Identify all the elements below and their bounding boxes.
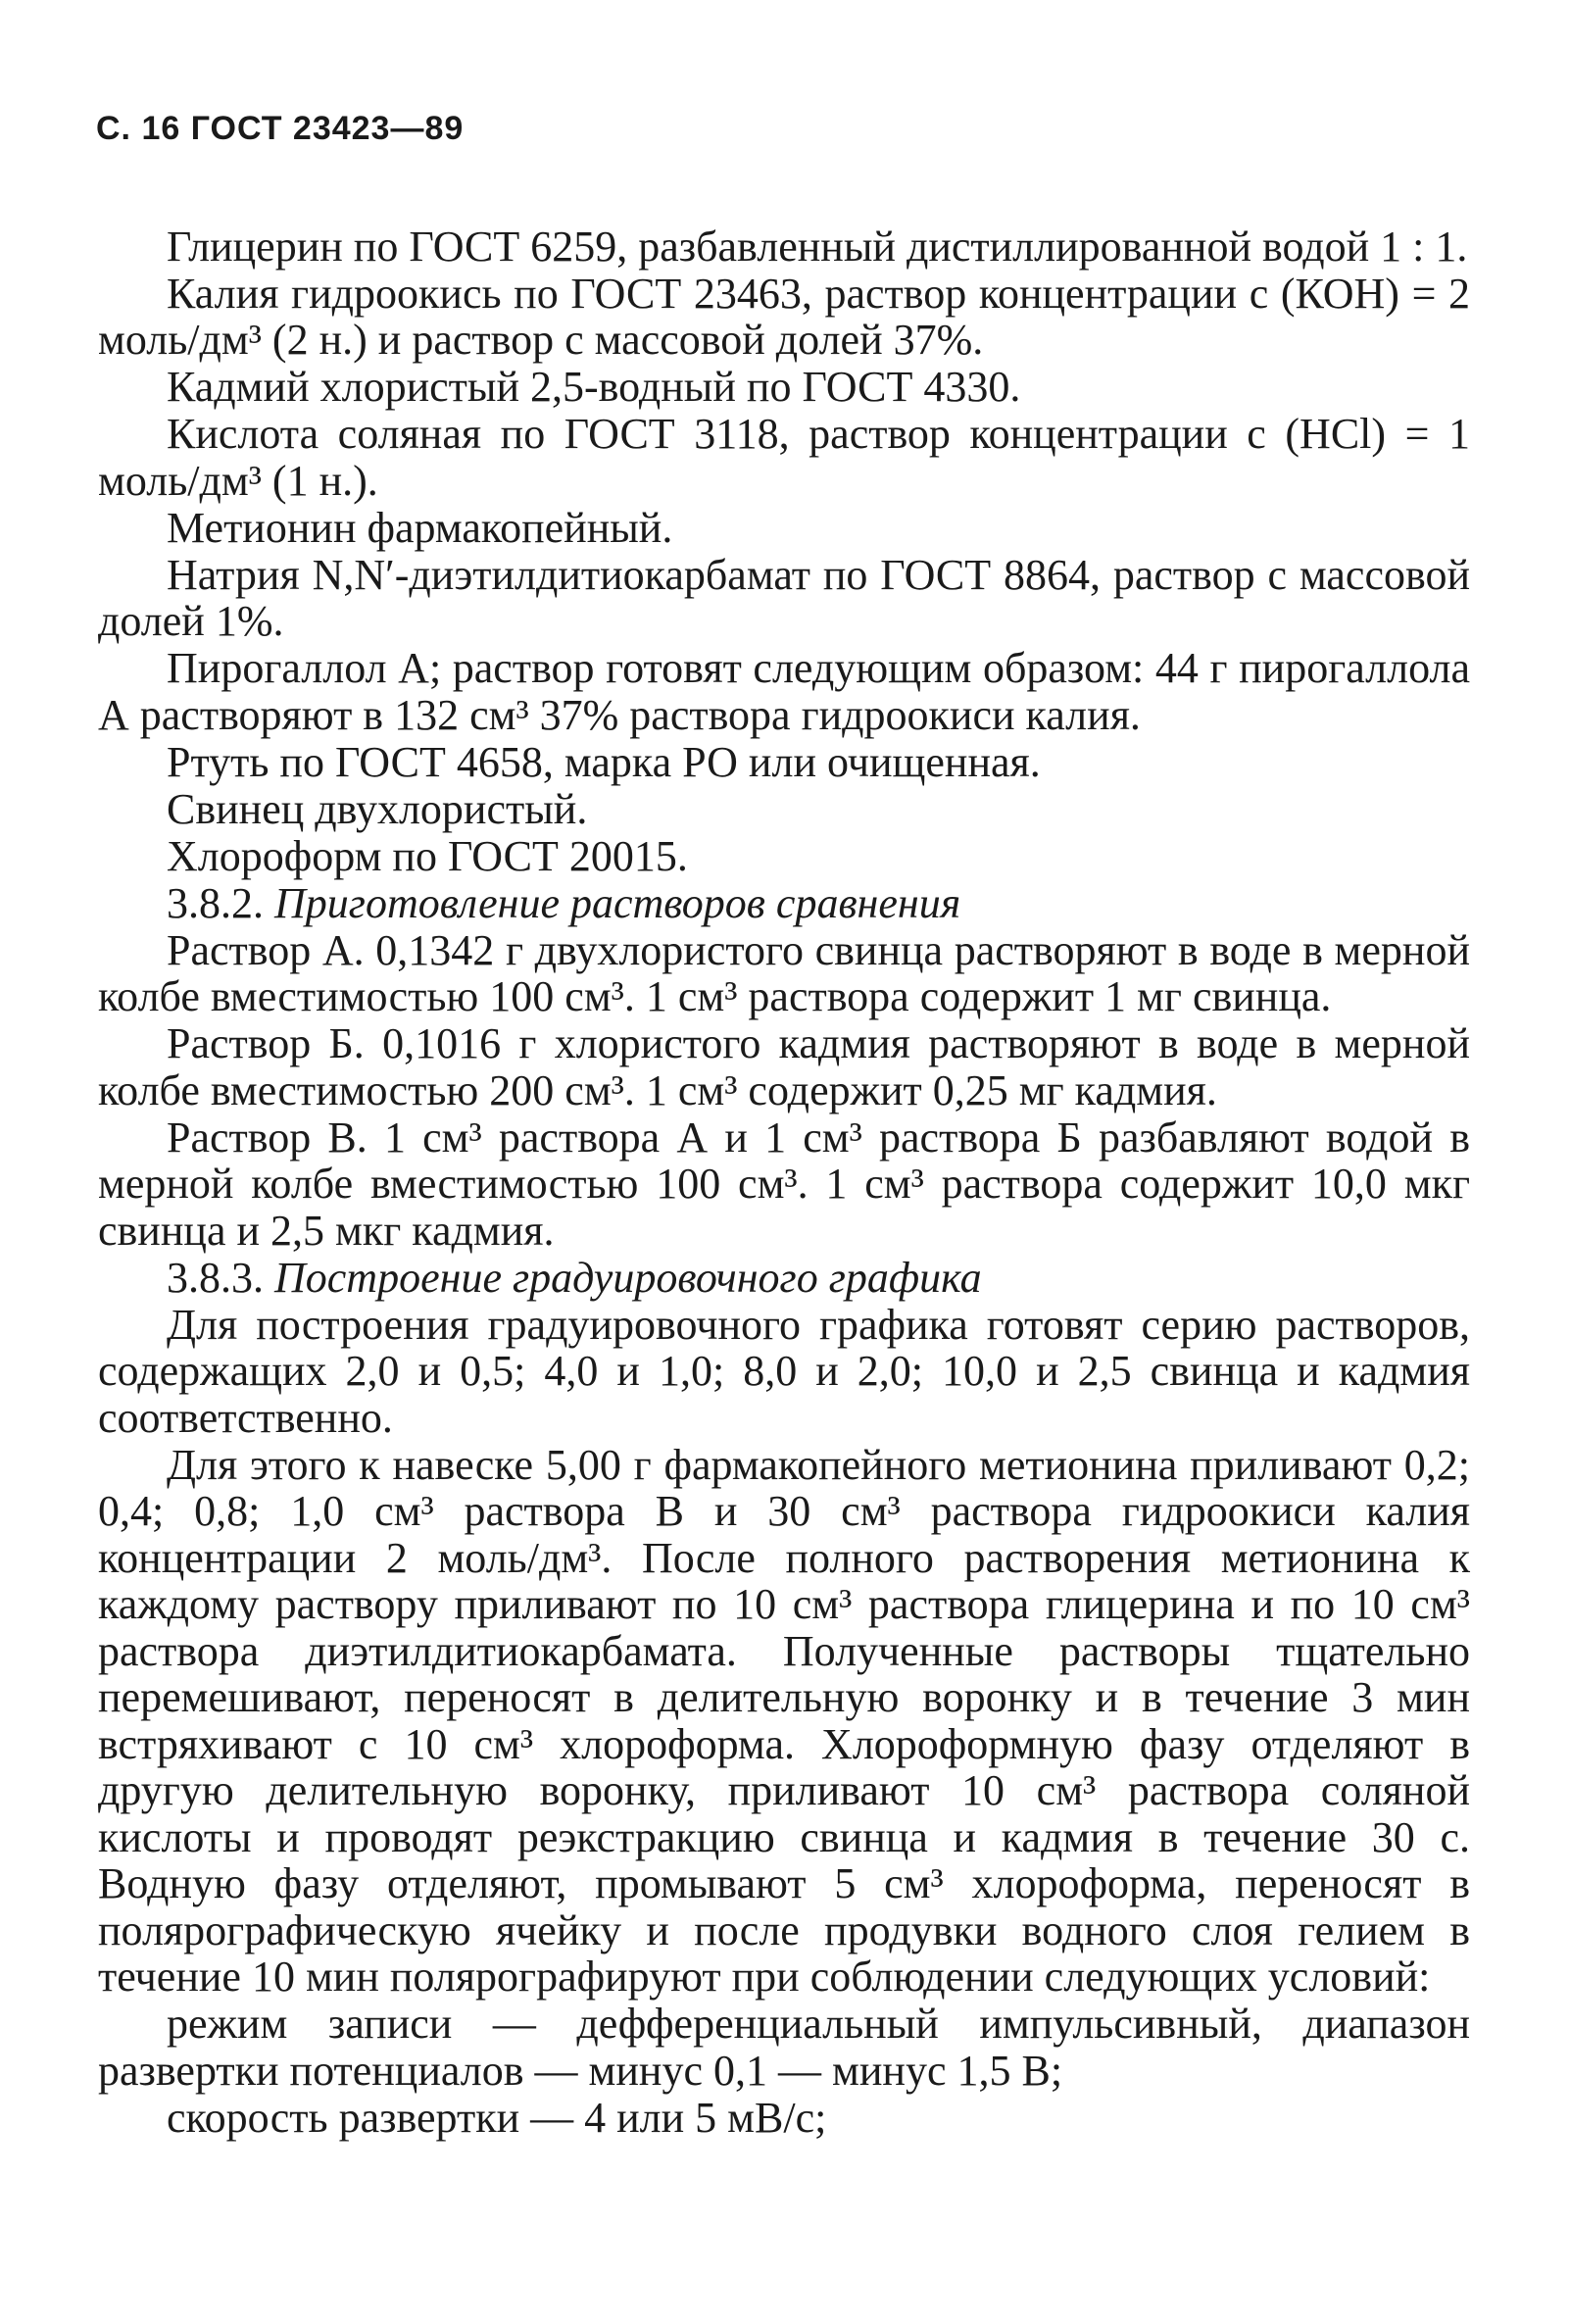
paragraph-solution-a: Раствор А. 0,1342 г двухлористого свинца растворяют в воде в мерной колбе вместимостью 100 см³. 1 см³ раствора содержит 1 мг свинца. — [98, 925, 1470, 1020]
paragraph-potassium-hydroxide: Калия гидроокись по ГОСТ 23463, раствор концентрации с (КОН) = 2 моль/дм³ (2 н.) и раствор с массовой долей 37%. — [98, 269, 1470, 364]
paragraph-procedure: Для этого к навеске 5,00 г фармакопейного метионина приливают 0,2; 0,4; 0,8; 1,0 см³ раствора В и 30 см³ раствора гидроокиси калия концентрации 2 моль/дм³. После полного растворения метионина к каждому раствору приливают по 10 см³ раствора глицерина и по 10 см³ раствора диэтилдитиокарбамата. Полученные растворы тщательно перемешивают, переносят в делительную воронку и в течение 3 мин встряхивают с 10 см³ хлороформа. Хлороформную фазу отделяют в другую делительную воронку, приливают 10 см³ раствора соляной кислоты и проводят реэкстракцию свинца и кадмия в течение 30 с. Водную фазу отделяют, промывают 5 см³ хлороформа, переносят в полярографическую ячейку и после продувки водного слоя гелием в течение 10 мин полярографируют при соблюдении следующих условий: — [98, 1440, 1470, 2001]
paragraph-mercury: Ртуть по ГОСТ 4658, марка РО или очищенная. — [167, 737, 1041, 786]
paragraph-cadmium-chloride: Кадмий хлористый 2,5-водный по ГОСТ 4330. — [167, 363, 1021, 411]
paragraph-scan-speed: скорость развертки — 4 или 5 мВ/с; — [167, 2093, 827, 2142]
paragraph-sodium-dtc: Натрия N,N′-диэтилдитиокарбамат по ГОСТ 8864, раствор с массовой долей 1%. — [98, 550, 1470, 645]
paragraph-hydrochloric-acid: Кислота соляная по ГОСТ 3118, раствор концентрации с (HCl) = 1 моль/дм³ (1 н.). — [98, 410, 1470, 505]
section-number: 3.8.3. — [167, 1253, 264, 1302]
section-heading-3-8-3 — [98, 1255, 1470, 1302]
paragraph-solution-v: Раствор В. 1 см³ раствора А и 1 см³ раствора Б разбавляют водой в мерной колбе вместимостью 100 см³. 1 см³ раствора содержит 10,0 мкг свинца и 2,5 мкг кадмия. — [98, 1113, 1470, 1255]
section-title: Построение градуировочного графика — [274, 1253, 982, 1302]
page-header: С. 16 ГОСТ 23423—89 — [96, 110, 465, 147]
paragraph-pyrogallol: Пирогаллол А; раствор готовят следующим образом: 44 г пирогаллола А растворяют в 132 см³ 37% раствора гидроокиси калия. — [98, 644, 1470, 739]
paragraph-solution-b: Раствор Б. 0,1016 г хлористого кадмия растворяют в воде в мерной колбе вместимостью 200 см³. 1 см³ содержит 0,25 мг кадмия. — [98, 1019, 1470, 1114]
paragraph-chloroform: Хлороформ по ГОСТ 20015. — [167, 831, 688, 880]
section-number: 3.8.2. — [167, 878, 264, 927]
paragraph-recording-mode: режим записи — дефференциальный импульсивный, диапазон развертки потенциалов — минус 0,1 — минус 1,5 В; — [98, 2000, 1470, 2095]
paragraph-calibration-series: Для построения градуировочного графика готовят серию растворов, содержащих 2,0 и 0,5; 4,0 и 1,0; 8,0 и 2,0; 10,0 и 2,5 свинца и кадмия соответственно. — [98, 1300, 1470, 1442]
paragraph-glycerin: Глицерин по ГОСТ 6259, разбавленный дистиллированной водой 1 : 1. — [167, 222, 1468, 271]
document-page — [98, 106, 1470, 2142]
paragraph-lead-chloride: Свинец двухлористый. — [167, 784, 588, 833]
paragraph-methionine: Метионин фармакопейный. — [167, 503, 673, 552]
section-heading-3-8-2 — [98, 880, 1470, 927]
section-title: Приготовление растворов сравнения — [274, 878, 961, 927]
